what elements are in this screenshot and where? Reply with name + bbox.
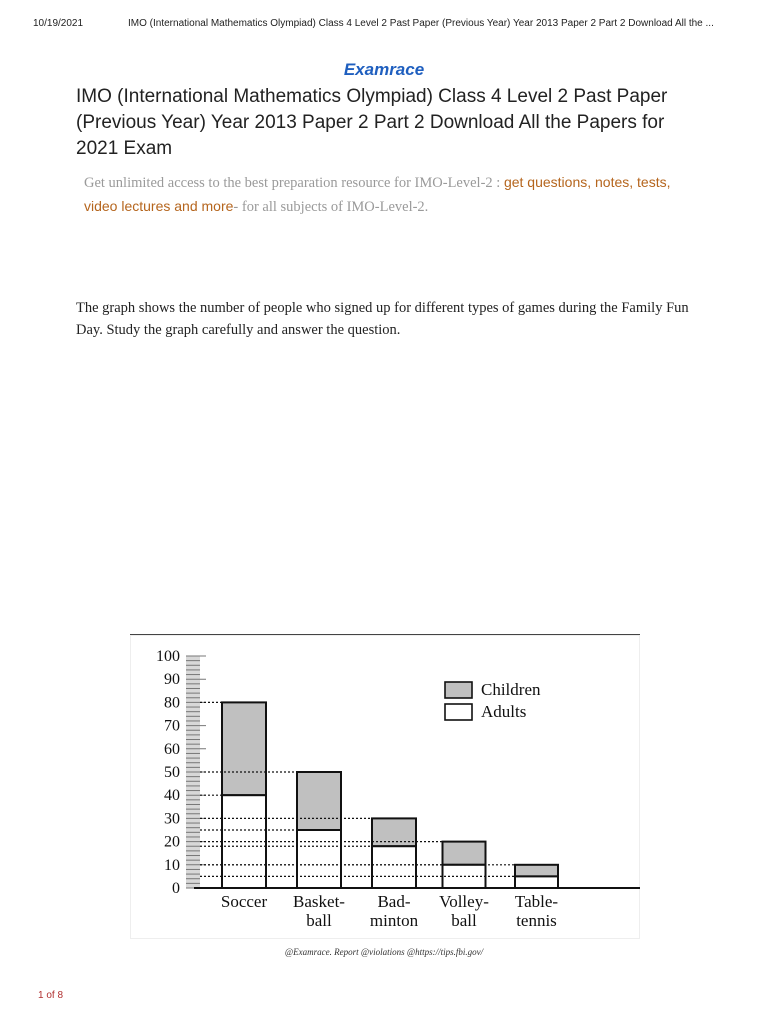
- y-tick-label: 30: [164, 810, 180, 828]
- chart-svg: [130, 635, 640, 939]
- y-tick-label: 100: [156, 648, 180, 665]
- page-number: 1 of 8: [38, 990, 64, 1001]
- bar-children-volley-ball: [443, 842, 486, 865]
- y-tick-label: 10: [164, 856, 180, 874]
- y-tick-label: 50: [164, 764, 180, 781]
- brand-logo-text[interactable]: Examrace: [343, 60, 425, 79]
- bar-children-soccer: [222, 702, 266, 795]
- page-title: IMO (International Mathematics Olympiad) Class 4 Level 2 Past Paper (Previous Year) Year 2013 Paper 2 Part 2 Download All the Papers for 2021 Exam: [76, 86, 668, 159]
- y-tick-label: 20: [164, 833, 180, 851]
- bar-children-table-tennis: [515, 865, 558, 877]
- legend-label-children: Children: [481, 680, 541, 699]
- y-tick-label: 80: [164, 694, 180, 712]
- legend-label-adults: Adults: [481, 702, 527, 721]
- x-tick-label: ball: [306, 911, 332, 930]
- legend-swatch-adults: [445, 704, 472, 720]
- x-tick-label: minton: [369, 911, 419, 930]
- legend-swatch-children: [445, 682, 472, 698]
- x-tick-label: tennis: [516, 911, 557, 930]
- promo-link[interactable]: get questions, notes, tests, video lectures and more: [84, 174, 671, 214]
- print-doc-title: IMO (International Mathematics Olympiad) Class 4 Level 2 Past Paper (Previous Year) Year 2013 Paper 2 Part 2 Download All the ...: [128, 18, 714, 29]
- x-tick-label: Soccer: [220, 892, 268, 911]
- y-tick-label: 40: [164, 787, 180, 805]
- x-tick-label: Bad-: [377, 892, 411, 911]
- bar-adults-basket-ball: [297, 830, 341, 888]
- y-tick-label: 90: [164, 671, 180, 689]
- x-tick-label: ball: [451, 911, 477, 930]
- bar-children-basket-ball: [297, 772, 341, 830]
- print-header: [0, 0, 768, 40]
- promo-text: [84, 171, 704, 219]
- y-tick-label: 60: [164, 740, 180, 758]
- y-tick-label: 70: [164, 717, 180, 735]
- y-tick-label: 0: [172, 880, 180, 897]
- question-text: The graph shows the number of people who signed up for different types of games during the Family Fun Day. Study the graph carefully and answer the question.: [76, 299, 689, 338]
- footer-note: @Examrace. Report @violations @https://tips.fbi.gov/: [284, 947, 484, 957]
- x-tick-label: Volley-: [439, 892, 489, 911]
- bar-adults-table-tennis: [515, 876, 558, 888]
- stacked-bar-chart: [130, 634, 640, 939]
- promo-tail: - for all subjects of IMO-Level-2.: [233, 199, 429, 215]
- print-date: 10/19/2021: [33, 18, 84, 29]
- x-tick-label: Basket-: [293, 892, 345, 911]
- promo-lead: Get unlimited access to the best preparation resource for IMO-Level-2 :: [84, 175, 504, 191]
- bar-adults-bad-minton: [372, 846, 416, 888]
- x-tick-label: Table-: [514, 892, 559, 911]
